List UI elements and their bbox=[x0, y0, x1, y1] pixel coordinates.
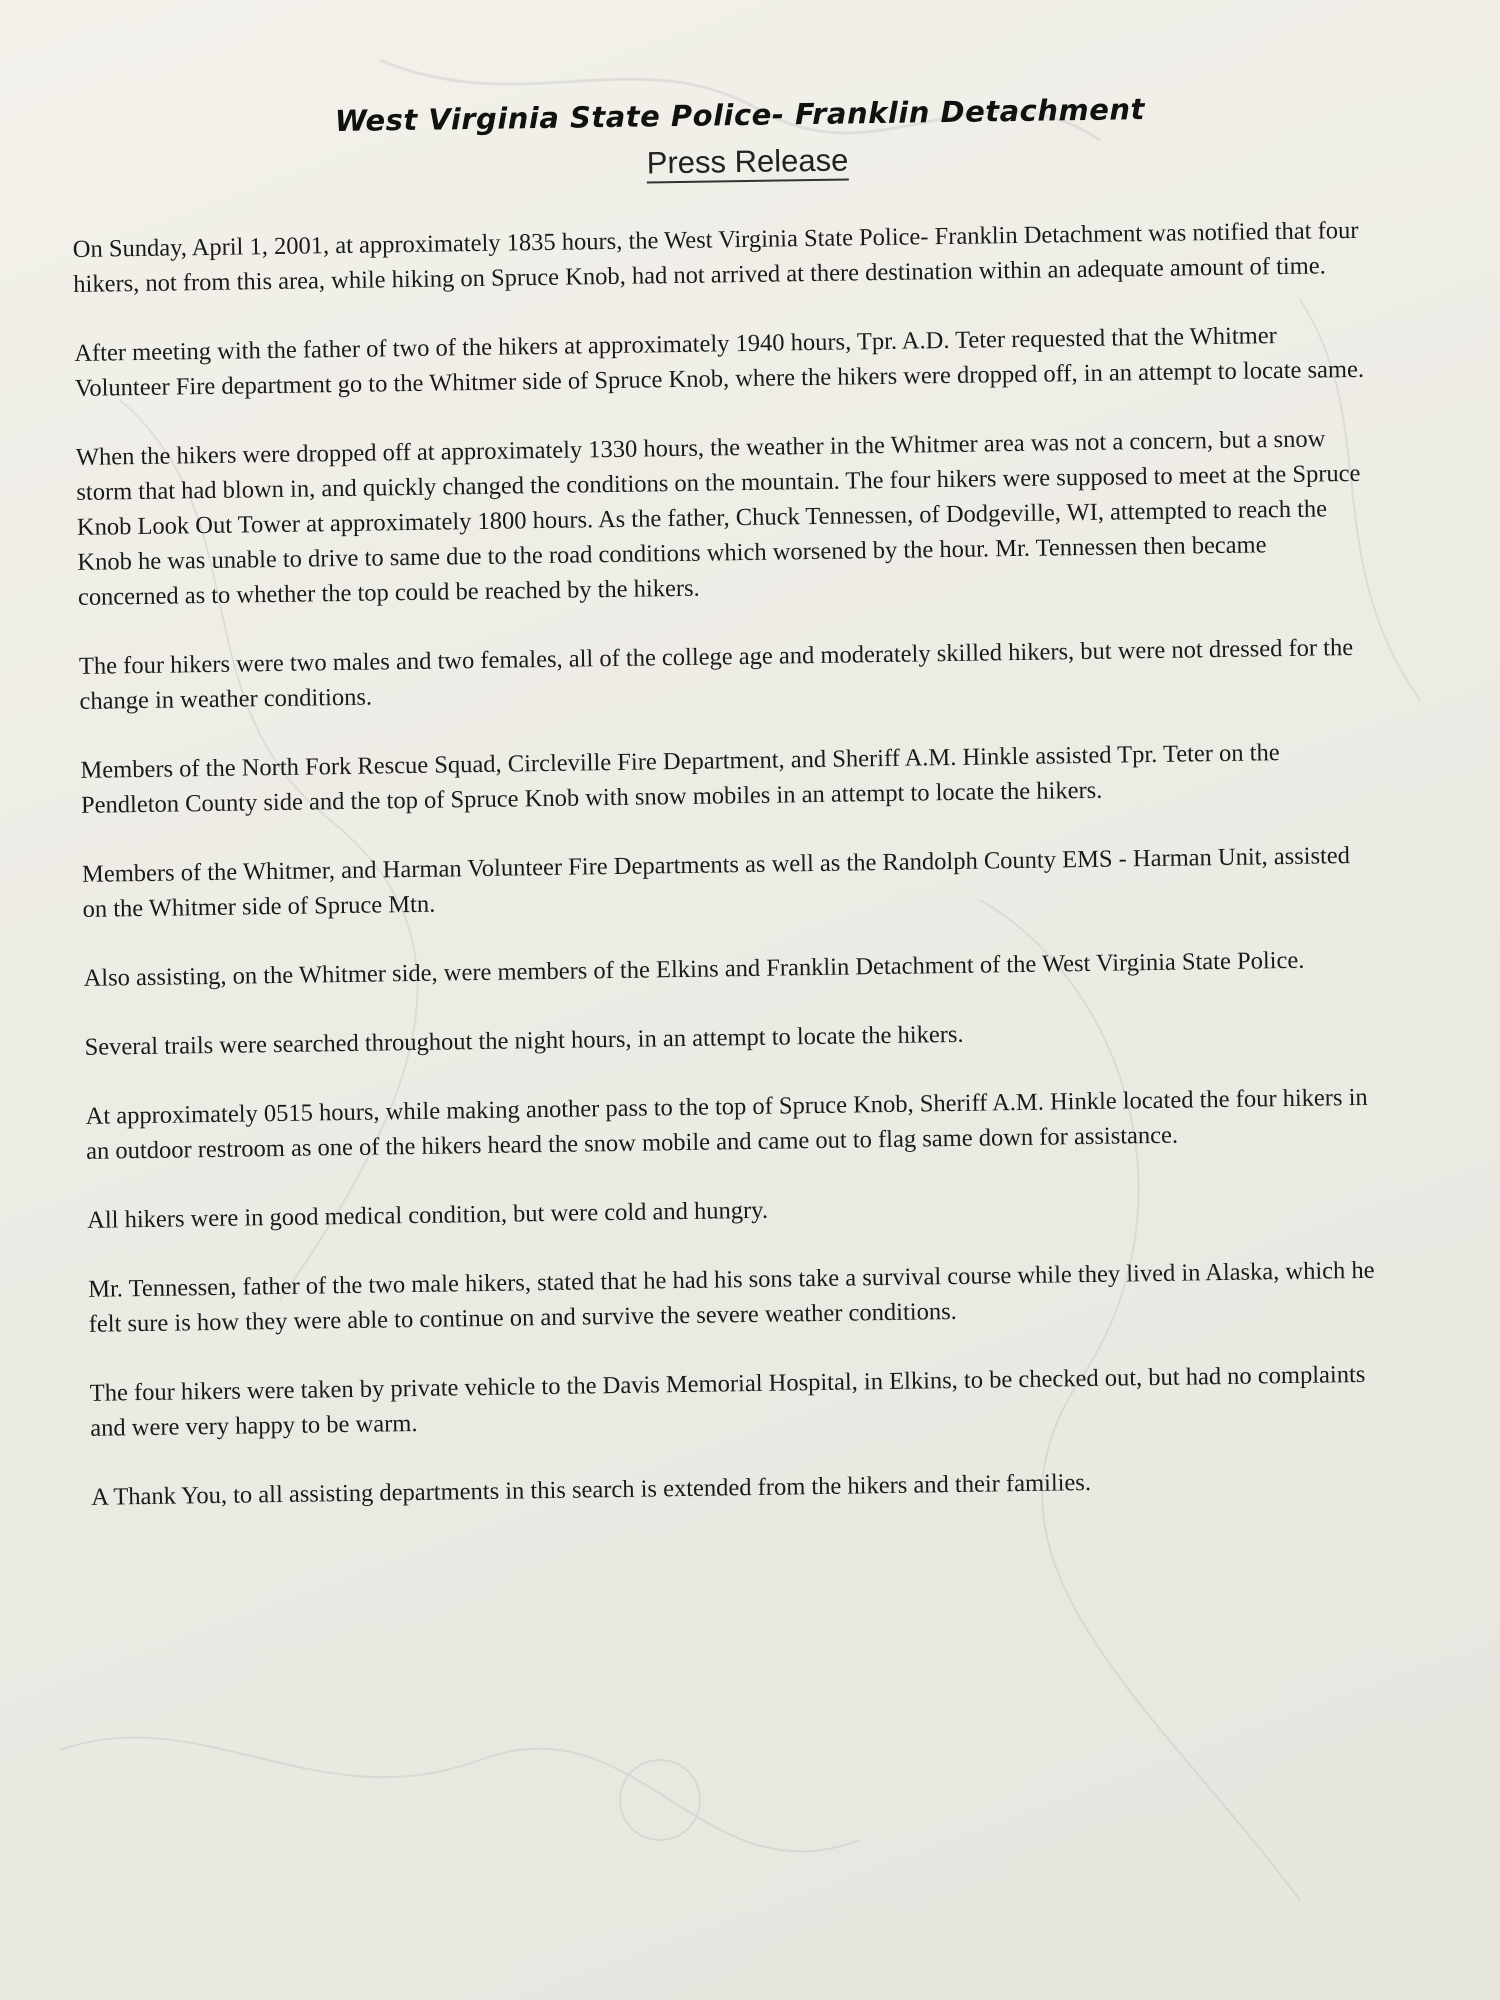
paragraph-located: At approximately 0515 hours, while making another pass to the top of Spruce Knob, Sheriff A.M. Hinkle located the four hikers in an outdoor restroom as one of the hikers heard the snow mobile and came out to flag same down for assistance. bbox=[85, 1083, 1368, 1165]
paragraph-state-police-assist: Also assisting, on the Whitmer side, were members of the Elkins and Franklin Detachment of the West Virginia State Police. bbox=[83, 946, 1305, 992]
paragraph-hospital: The four hikers were taken by private vehicle to the Davis Memorial Hospital, in Elkins, to be checked out, but had no complaints and were very happy to be warm. bbox=[89, 1360, 1366, 1442]
paragraph-pendleton-search: Members of the North Fork Rescue Squad, Circleville Fire Department, and Sheriff A.M. Hinkle assisted Tpr. Teter on the Pendleton County side and the top of Spruce Knob with snow mobiles in an attempt to locate the hikers. bbox=[80, 739, 1280, 819]
paragraph-survival-course: Mr. Tennessen, father of the two male hikers, stated that he had his sons take a survival course while they lived in Alaska, which he felt sure is how they were able to continue on and survive the severe weather conditions. bbox=[88, 1256, 1375, 1338]
paragraph-hiker-description: The four hikers were two males and two females, all of the college age and moderately skilled hikers, but were not dressed for the change in weather conditions. bbox=[78, 634, 1354, 715]
paragraph-condition: All hikers were in good medical condition, but were cold and hungry. bbox=[86, 1196, 769, 1234]
paragraph-notification: On Sunday, April 1, 2001, at approximately 1835 hours, the West Virginia State Police- Franklin Detachment was notified that four hikers, not from this area, while hiking on Spruce Knob, had not arrived at there destination within an adequate amount of time. bbox=[72, 216, 1359, 298]
release-body bbox=[73, 213, 1382, 1549]
agency-heading: West Virginia State Police- Franklin Detachment bbox=[334, 92, 1146, 139]
press-release-label: Press Release bbox=[647, 142, 849, 183]
paragraph-teter-request: After meeting with the father of two of the hikers at approximately 1940 hours, Tpr. A.D. Teter requested that the Whitmer Volunteer Fire department go to the Whitmer side of Spruce Knob, where the hikers were dropped off, in an attempt to locate same. bbox=[74, 322, 1365, 402]
paragraph-weather: When the hikers were dropped off at approximately 1330 hours, the weather in the Whitmer area was not a concern, but a snow storm that had blown in, and quickly changed the conditions on the mountain. The four hikers were supposed to meet at the Spruce Knob Look Out Tower at approximately 1800 hours. As the father, Chuck Tennessen, of Dodgeville, WI, attempted to reach the Knob he was unable to drive to same due to the road conditions which worsened by the hour. Mr. Tennessen then became concerned as to whether the top could be reached by the hikers. bbox=[75, 425, 1361, 611]
paragraph-thank-you: A Thank You, to all assisting departments in this search is extended from the hikers and their families. bbox=[91, 1468, 1092, 1511]
paragraph-trails: Several trails were searched throughout the night hours, in an attempt to locate the hikers. bbox=[84, 1020, 964, 1061]
document-type-heading bbox=[547, 141, 947, 183]
paragraph-whitmer-assist: Members of the Whitmer, and Harman Volunteer Fire Departments as well as the Randolph County EMS - Harman Unit, assisted on the Whitmer side of Spruce Mtn. bbox=[81, 842, 1351, 923]
